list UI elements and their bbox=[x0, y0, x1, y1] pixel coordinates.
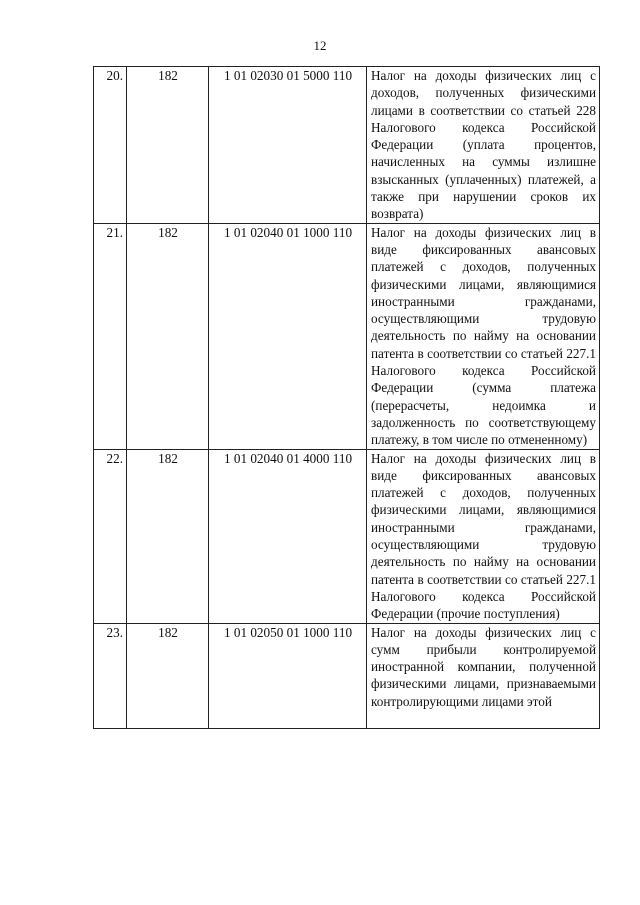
budget-classification-code: 1 01 02030 01 5000 110 bbox=[209, 67, 367, 224]
row-number: 20. bbox=[94, 67, 127, 224]
row-number: 23. bbox=[94, 623, 127, 728]
income-description bbox=[367, 223, 600, 449]
administrator-code: 182 bbox=[127, 223, 209, 449]
administrator-code: 182 bbox=[127, 449, 209, 623]
budget-classification-code: 1 01 02040 01 1000 110 bbox=[209, 223, 367, 449]
table-row bbox=[94, 67, 600, 224]
administrator-code: 182 bbox=[127, 67, 209, 224]
income-description bbox=[367, 449, 600, 623]
income-description-text: Налог на доходы физических лиц с доходов, полученных физическими лицами в соответствии со статьей 228 Налогового кодекса Российской Федерации (уплата процентов, начисленных на суммы излишне взысканных (уплаченных) платежей, а также при нарушении сроков их возврата) bbox=[371, 68, 596, 222]
income-description-text: Налог на доходы физических лиц в виде фиксированных авансовых платежей с доходов, полученных физическими лицами, являющимися иностранными гражданами, осуществляющими трудовую деятельность по найму на основании патента в соответствии со статьей 227.1 Налогового кодекса Российской Федерации (сумма платежа (перерасчеты, недоимка и задолженность по соответствующему платежу, в том числе по отмененному) bbox=[371, 224, 596, 448]
budget-classification-table bbox=[93, 66, 600, 729]
income-description-text: Налог на доходы физических лиц с сумм прибыли контролируемой иностранной компании, полученной физическими лицами, признаваемыми контролирующими лицами этой bbox=[371, 624, 596, 709]
income-description bbox=[367, 623, 600, 728]
table-row bbox=[94, 223, 600, 449]
budget-classification-code: 1 01 02040 01 4000 110 bbox=[209, 449, 367, 623]
income-description bbox=[367, 67, 600, 224]
table-row bbox=[94, 449, 600, 623]
row-number: 21. bbox=[94, 223, 127, 449]
row-number: 22. bbox=[94, 449, 127, 623]
table-row bbox=[94, 623, 600, 728]
administrator-code: 182 bbox=[127, 623, 209, 728]
budget-classification-code: 1 01 02050 01 1000 110 bbox=[209, 623, 367, 728]
income-description-text: Налог на доходы физических лиц в виде фиксированных авансовых платежей с доходов, полученных физическими лицами, являющимися иностранными гражданами, осуществляющими трудовую деятельность по найму на основании патента в соответствии со статьей 227.1 Налогового кодекса Российской Федерации (прочие поступления) bbox=[371, 450, 596, 622]
page-number: 12 bbox=[313, 38, 327, 53]
